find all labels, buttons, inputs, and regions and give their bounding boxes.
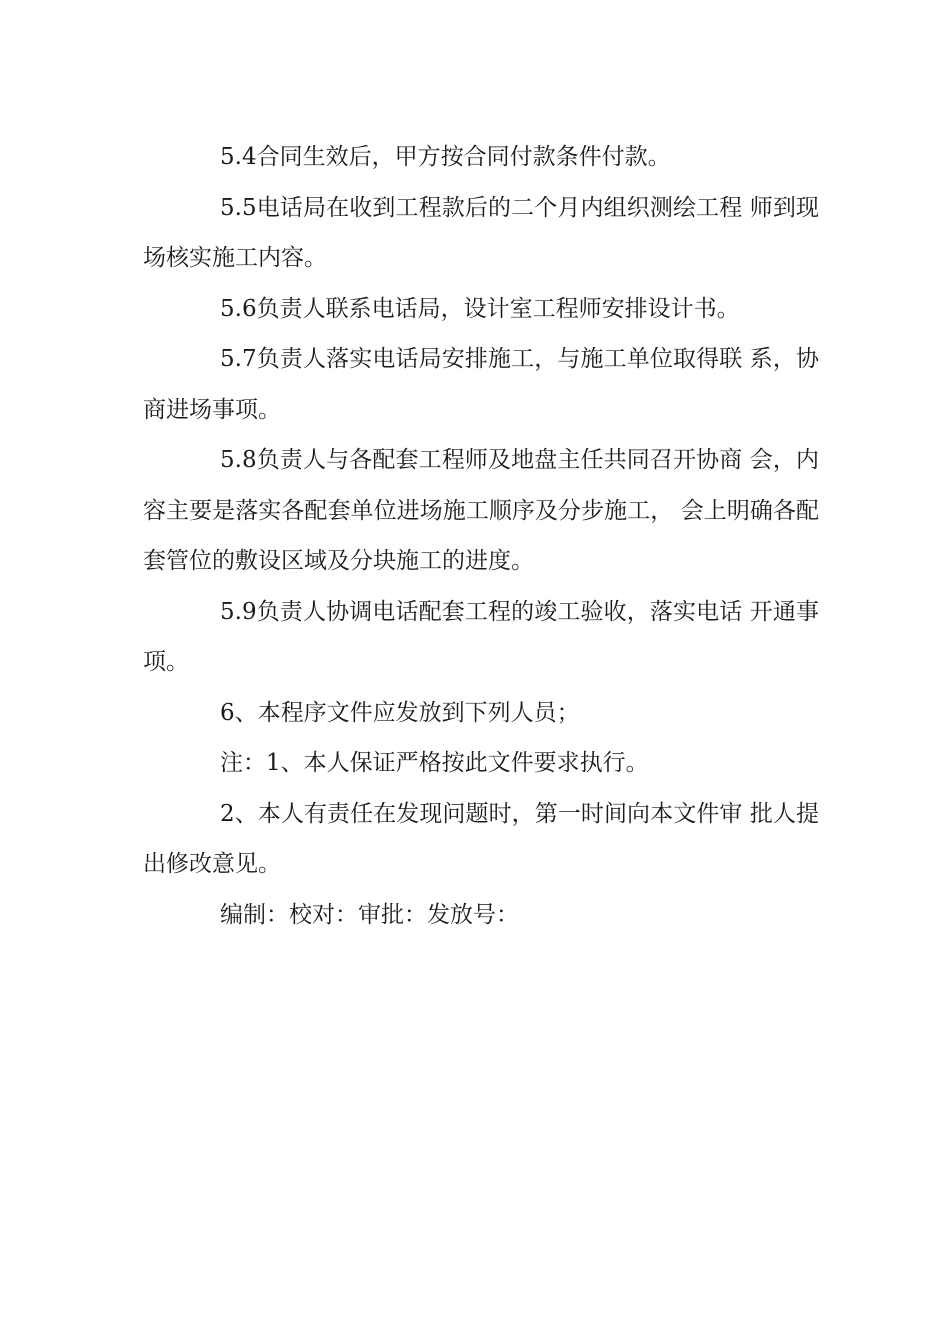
paragraph-6-distribution: 6、本程序文件应发放到下列人员； [220,699,580,726]
paragraph-5-7: 5.7负责人落实电话局安排施工，与施工单位取得联 系，协商进场事项。 [143,346,819,423]
paragraph-5-9: 5.9负责人协调电话配套工程的竣工验收，落实电话 开通事项。 [143,598,819,675]
paragraph-5-8: 5.8负责人与各配套工程师及地盘主任共同召开协商 会，内容主要是落实各配套单位进场施工顺序及分步施工， 会上明确各配套管位的敷设区域及分块施工的进度。 [143,447,819,574]
paragraph-5-5: 5.5电话局在收到工程款后的二个月内组织测绘工程 师到现场核实施工内容。 [143,194,819,271]
signature-line: 编制：校对：审批：发放号： [220,901,519,928]
note-1: 注：1、本人保证严格按此文件要求执行。 [220,750,649,776]
paragraph-5-4: 5.4合同生效后，甲方按合同付款条件付款。 [220,144,671,170]
document-body [143,132,819,940]
paragraph-5-6: 5.6负责人联系电话局，设计室工程师安排设计书。 [220,295,740,322]
note-2: 2、本人有责任在发现问题时，第一时间向本文件审 批人提出修改意见。 [143,800,819,877]
